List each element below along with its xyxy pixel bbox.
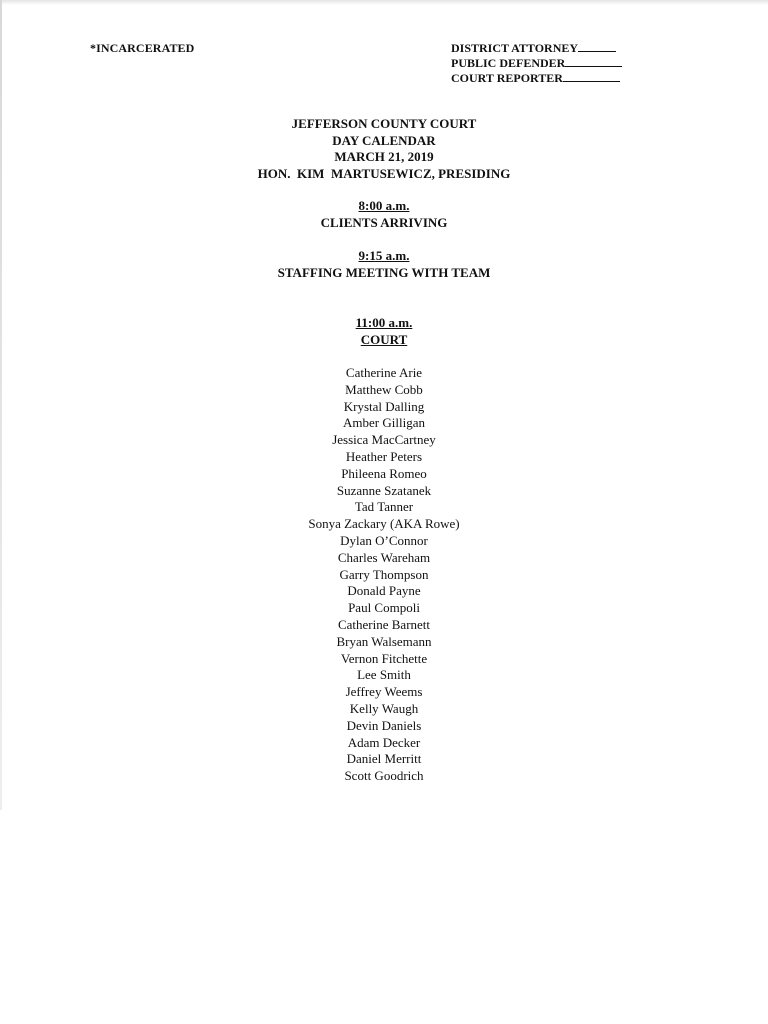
list-item: Heather Peters xyxy=(345,448,423,464)
list-item: Scott Goodrich xyxy=(344,768,424,784)
section-label: STAFFING MEETING WITH TEAM xyxy=(277,264,491,280)
district-attorney-blank xyxy=(578,41,616,52)
court-name: JEFFERSON COUNTY COURT xyxy=(291,116,477,131)
section-time: 11:00 a.m. xyxy=(355,315,413,330)
signature-block xyxy=(451,41,622,86)
section-clients-arriving xyxy=(0,198,768,231)
public-defender-blank xyxy=(565,56,622,67)
list-item: Suzanne Szatanek xyxy=(336,482,432,498)
public-defender-line xyxy=(451,56,622,71)
presiding-judge: HON. KIM MARTUSEWICZ, PRESIDING xyxy=(257,165,511,181)
section-time: 8:00 a.m. xyxy=(358,198,410,213)
court-reporter-line xyxy=(451,71,622,86)
list-item: Matthew Cobb xyxy=(345,381,423,397)
list-item: Paul Compoli xyxy=(348,600,420,616)
list-item: Catherine Barnett xyxy=(337,616,431,632)
list-item: Bryan Walsemann xyxy=(336,633,432,649)
calendar-date: MARCH 21, 2019 xyxy=(334,149,434,164)
section-label: CLIENTS ARRIVING xyxy=(320,214,448,230)
section-label: COURT xyxy=(360,331,408,347)
list-item: Amber Gilligan xyxy=(343,415,425,431)
district-attorney-line xyxy=(451,41,622,56)
section-court xyxy=(0,315,768,348)
list-item: Kelly Waugh xyxy=(349,700,419,716)
court-names-list xyxy=(0,365,768,785)
list-item: Dylan O’Connor xyxy=(340,532,428,548)
calendar-title xyxy=(0,116,768,182)
district-attorney-label: DISTRICT ATTORNEY xyxy=(451,41,579,55)
court-reporter-label: COURT REPORTER xyxy=(451,71,563,85)
court-reporter-blank xyxy=(563,71,620,82)
list-item: Adam Decker xyxy=(347,734,421,750)
public-defender-label: PUBLIC DEFENDER xyxy=(451,56,566,70)
list-item: Sonya Zackary (AKA Rowe) xyxy=(308,516,460,532)
list-item: Lee Smith xyxy=(357,667,411,683)
section-time: 9:15 a.m. xyxy=(358,248,410,263)
list-item: Jessica MacCartney xyxy=(332,432,436,448)
list-item: Phileena Romeo xyxy=(341,465,427,481)
scan-edge-top xyxy=(0,0,768,5)
list-item: Garry Thompson xyxy=(339,566,429,582)
list-item: Donald Payne xyxy=(347,583,421,599)
list-item: Catherine Arie xyxy=(345,365,423,380)
list-item: Tad Tanner xyxy=(354,499,414,515)
list-item: Daniel Merritt xyxy=(346,751,422,767)
calendar-type: DAY CALENDAR xyxy=(332,132,436,148)
list-item: Jeffrey Weems xyxy=(345,684,423,700)
list-item: Devin Daniels xyxy=(346,717,422,733)
list-item: Charles Wareham xyxy=(337,549,431,565)
incarcerated-label: *INCARCERATED xyxy=(90,41,195,55)
list-item: Krystal Dalling xyxy=(343,398,425,414)
list-item: Vernon Fitchette xyxy=(340,650,428,666)
section-staffing-meeting xyxy=(0,248,768,281)
